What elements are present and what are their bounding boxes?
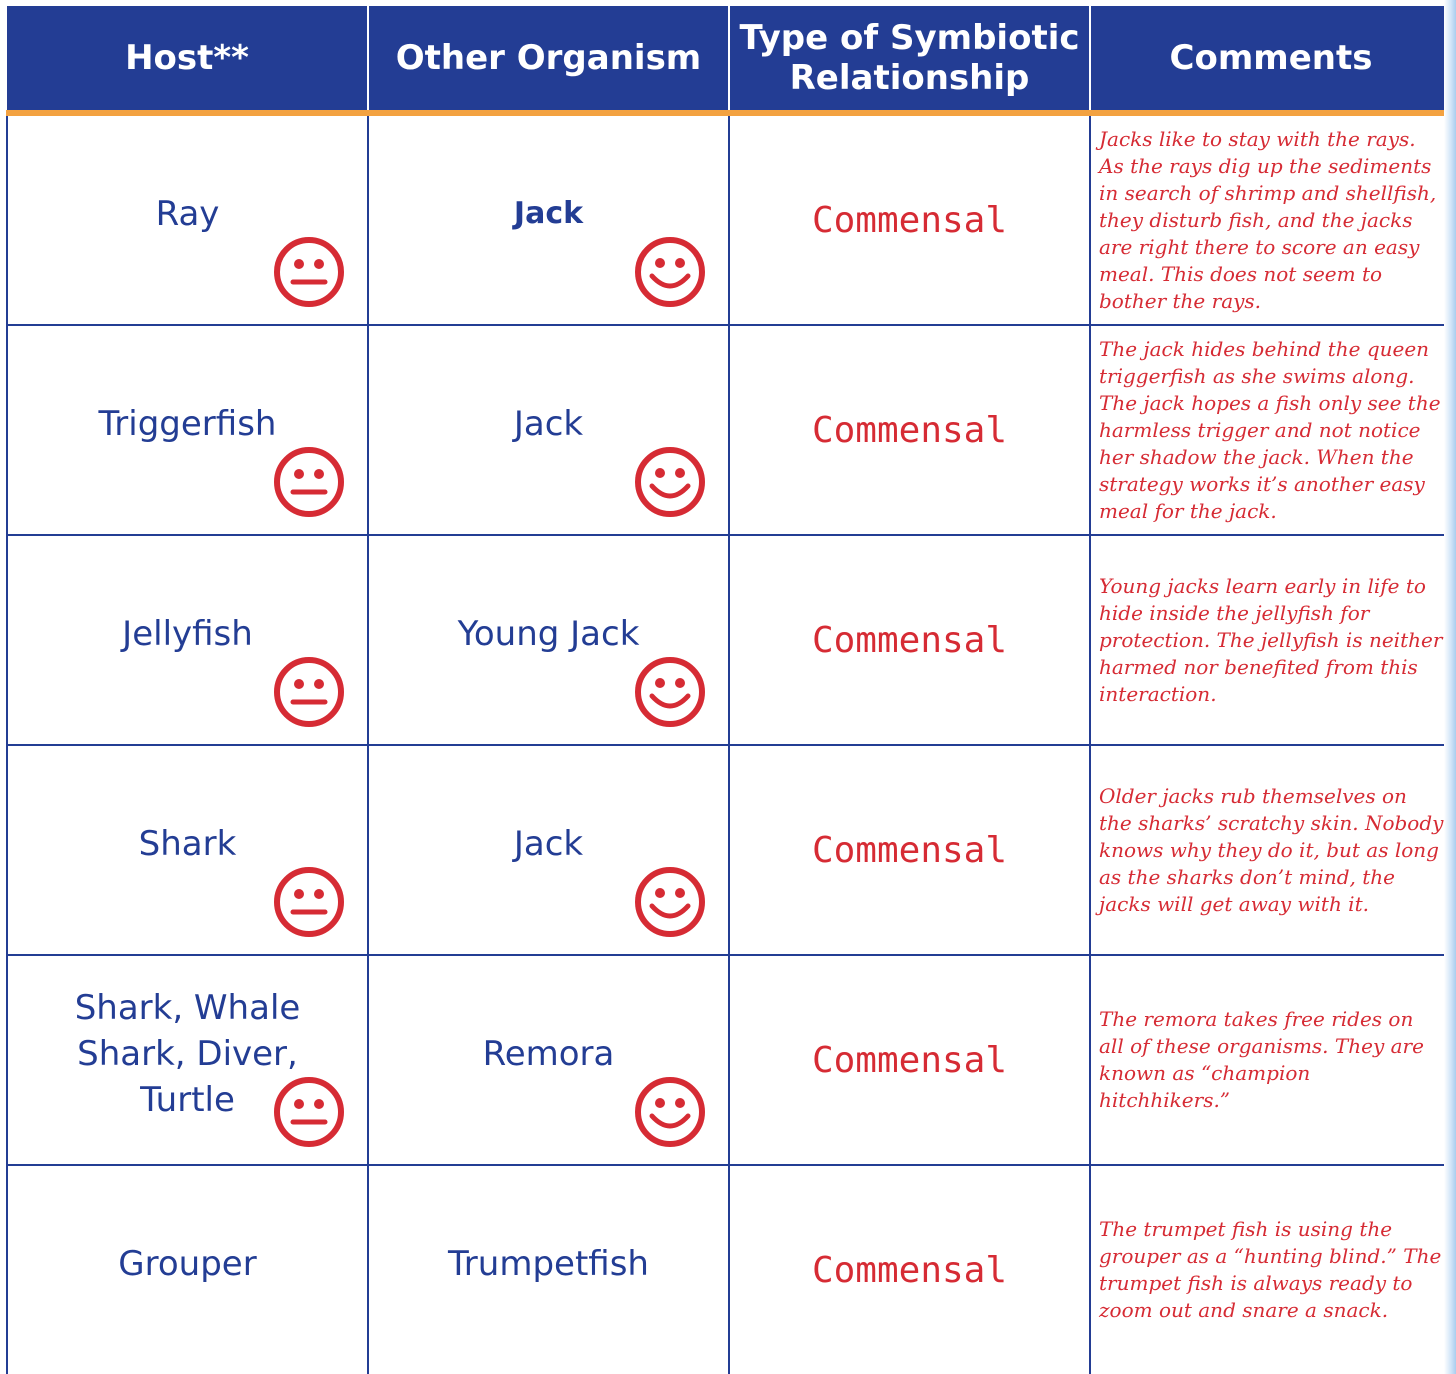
comment-cell [1090,955,1451,1165]
neutral-face-icon [273,1076,345,1148]
header-other-organism: Other Organism [368,6,729,113]
neutral-face-icon [273,656,345,728]
smiley-face-icon [634,656,706,728]
host-name: Shark, Whale Shark, Diver, Turtle [74,988,301,1120]
comment-text: The jack hides behind the queen triggerfish as she swims along. The jack hopes a fish only see the harmless trigger and not notice her shadow the jack. When the strategy works it’s another easy meal for the jack. [1099,336,1441,523]
header-relationship-type: Type of Symbiotic Relationship [729,6,1090,113]
table-row [7,1165,1451,1374]
comment-cell [1090,535,1451,745]
relationship-type-cell [729,325,1090,535]
host-cell [7,955,368,1165]
other-organism-name: Jack [513,196,584,231]
host-cell [7,1165,368,1374]
host-cell [7,325,368,535]
comment-cell [1090,745,1451,955]
table-row [7,113,1451,325]
other-organism-name: Remora [482,1034,615,1074]
host-cell [7,535,368,745]
relationship-type-cell [729,745,1090,955]
comment-text: Young jacks learn early in life to hide inside the jellyfish for protection. The jellyfish is neither harmed nor benefited from this interaction. [1099,573,1443,706]
symbiosis-table [6,6,1452,1374]
other-organism-cell [368,1165,729,1374]
neutral-face-icon [273,236,345,308]
host-name: Jellyfish [122,614,253,654]
comment-cell [1090,325,1451,535]
relationship-type: Commensal [811,1249,1008,1291]
other-organism-name: Jack [513,824,584,864]
relationship-type-cell [729,113,1090,325]
relationship-type: Commensal [811,199,1008,241]
neutral-face-icon [273,446,345,518]
table-row [7,535,1451,745]
comment-text: The trumpet fish is using the grouper as a “hunting blind.” The trumpet fish is always ready to zoom out and snare a snack. [1099,1217,1442,1322]
other-organism-name: Jack [513,404,584,444]
relationship-type: Commensal [811,619,1008,661]
relationship-type-cell [729,955,1090,1165]
table-row [7,955,1451,1165]
comment-text: Older jacks rub themselves on the sharks’ scratchy skin. Nobody knows why they do it, but as long as the sharks don’t mind, the jacks will get away with it. [1099,783,1444,916]
host-name: Ray [155,194,220,234]
table-row [7,325,1451,535]
relationship-type-cell [729,1165,1090,1374]
other-organism-cell [368,535,729,745]
other-organism-cell [368,325,729,535]
smiley-face-icon [634,1076,706,1148]
smiley-face-icon [634,236,706,308]
host-cell [7,745,368,955]
relationship-type: Commensal [811,409,1008,451]
other-organism-cell [368,113,729,325]
host-name: Triggerfish [98,404,277,444]
smiley-face-icon [634,446,706,518]
neutral-face-icon [273,866,345,938]
relationship-type: Commensal [811,1039,1008,1081]
host-name: Grouper [118,1244,257,1284]
header-host: Host** [7,6,368,113]
other-organism-cell [368,745,729,955]
other-organism-name: Trumpetfish [448,1244,649,1284]
relationship-type: Commensal [811,829,1008,871]
header-comments: Comments [1090,6,1451,113]
host-name: Shark [138,824,237,864]
table-row [7,745,1451,955]
smiley-face-icon [634,866,706,938]
page-edge-shadow [1444,0,1456,1374]
relationship-type-cell [729,535,1090,745]
comment-text: The remora takes free rides on all of these organisms. They are known as “champion hitchhikers.” [1099,1007,1424,1112]
comment-cell [1090,1165,1451,1374]
table-header [7,6,1451,113]
comment-text: Jacks like to stay with the rays. As the rays dig up the sediments in search of shrimp and shellfish, they disturb fish, and the jacks are right there to score an easy meal. This does not seem to bother the rays. [1099,126,1437,313]
other-organism-cell [368,955,729,1165]
other-organism-name: Young Jack [457,614,640,654]
host-cell [7,113,368,325]
comment-cell [1090,113,1451,325]
